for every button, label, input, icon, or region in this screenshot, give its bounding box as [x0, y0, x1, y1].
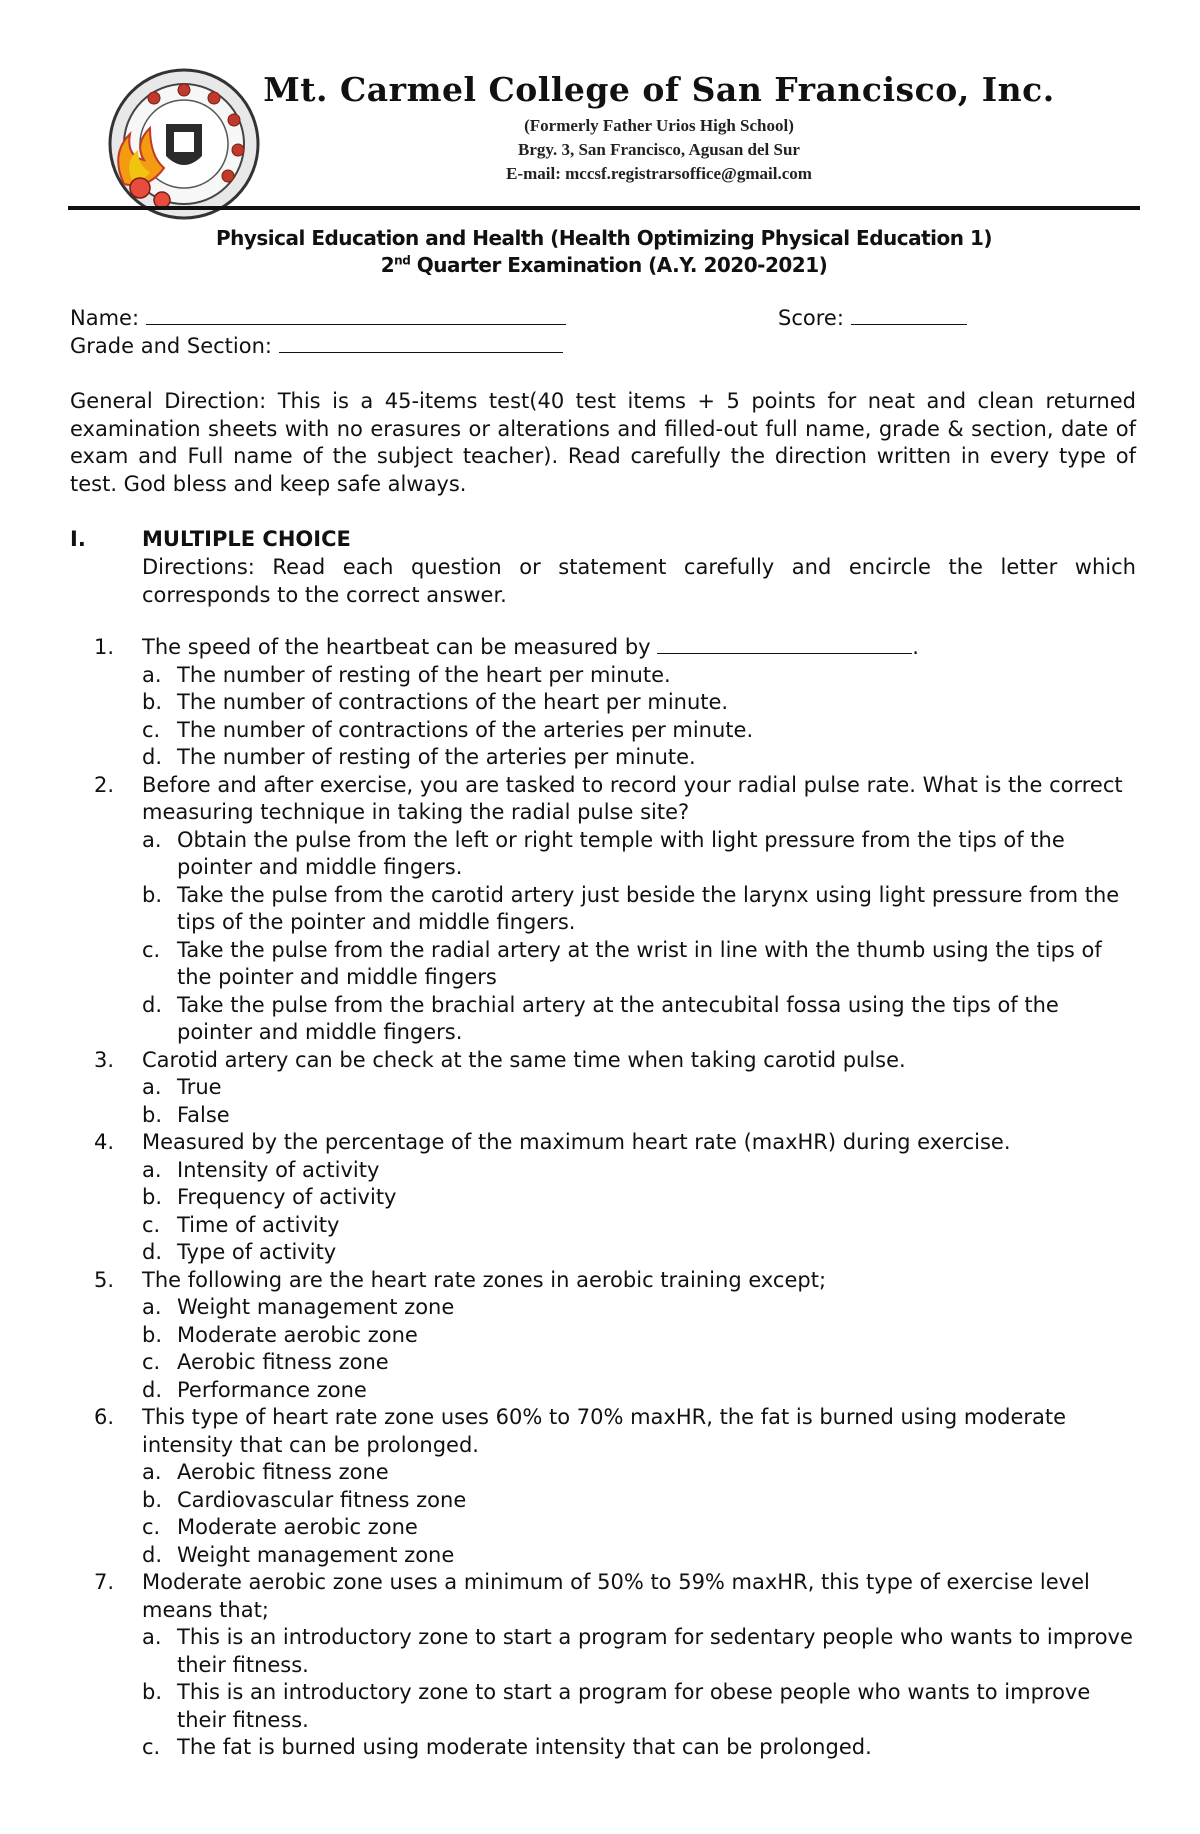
section-number: I.: [70, 527, 86, 551]
grade-section-field[interactable]: [70, 334, 563, 358]
question-text: Carotid artery can be check at the same time when taking carotid pulse.: [142, 1047, 906, 1072]
question-6: [0, 1404, 1200, 1569]
option-d[interactable]: [0, 744, 1200, 772]
option-a[interactable]: [0, 1294, 1200, 1322]
question-number: 2.: [94, 772, 115, 797]
option-b[interactable]: [0, 689, 1200, 717]
option-letter[interactable]: c.: [142, 1350, 161, 1374]
question-text: The following are the heart rate zones in aerobic training except;: [142, 1267, 827, 1292]
option-a[interactable]: [0, 827, 1200, 882]
option-text: False: [177, 1102, 230, 1127]
grade-section-label: Grade and Section:: [70, 334, 272, 358]
question-stem: [0, 1569, 1200, 1624]
option-text: Performance zone: [177, 1377, 367, 1402]
question-4: [0, 1129, 1200, 1267]
grade-section-blank[interactable]: [279, 334, 563, 353]
question-text: This type of heart rate zone uses 60% to 70% maxHR, the fat is burned using moderate intensity that can be prolonged.: [142, 1405, 1067, 1457]
score-label: Score:: [778, 306, 844, 330]
question-3: [0, 1047, 1200, 1130]
section-title: MULTIPLE CHOICE: [142, 527, 351, 551]
answer-blank[interactable]: [657, 635, 912, 654]
option-text: Take the pulse from the carotid artery just beside the larynx using light pressure from the tips of the pointer and middle fingers.: [177, 882, 1120, 934]
option-c[interactable]: [0, 1514, 1200, 1542]
option-text: The fat is burned using moderate intensity that can be prolonged.: [177, 1735, 872, 1759]
option-b[interactable]: [0, 1184, 1200, 1212]
quarter-ordinal-suffix: nd: [394, 253, 411, 268]
option-letter[interactable]: b.: [142, 1322, 163, 1347]
option-text: Moderate aerobic zone: [177, 1515, 418, 1539]
question-number: 7.: [94, 1570, 115, 1594]
option-letter[interactable]: d.: [142, 1240, 163, 1264]
option-letter[interactable]: c.: [142, 1735, 161, 1759]
option-c[interactable]: [0, 717, 1200, 745]
option-text: This is an introductory zone to start a program for sedentary people who wants to improve their fitness.: [177, 1625, 1133, 1677]
question-5: [0, 1267, 1200, 1405]
option-a[interactable]: [0, 1157, 1200, 1185]
option-a[interactable]: [0, 662, 1200, 690]
option-text: Take the pulse from the brachial artery at the antecubital fossa using the tips of the pointer and middle fingers.: [177, 992, 1059, 1044]
option-letter[interactable]: d.: [142, 992, 163, 1017]
score-field[interactable]: [778, 306, 967, 330]
question-number: 5.: [94, 1267, 115, 1292]
option-c[interactable]: [0, 1734, 1200, 1762]
question-stem: [0, 1267, 1200, 1295]
score-blank[interactable]: [851, 306, 967, 325]
question-7: [0, 1569, 1200, 1762]
option-text: Time of activity: [177, 1212, 340, 1237]
option-b[interactable]: [0, 1487, 1200, 1515]
option-a[interactable]: [0, 1459, 1200, 1487]
school-header: [68, 58, 1140, 208]
option-text: Type of activity: [177, 1240, 337, 1264]
name-label: Name:: [70, 306, 140, 330]
option-letter[interactable]: a.: [142, 827, 162, 852]
question-number: 1.: [94, 635, 115, 659]
question-number: 4.: [94, 1130, 115, 1154]
option-letter[interactable]: d.: [142, 745, 163, 769]
option-c[interactable]: [0, 1212, 1200, 1240]
option-d[interactable]: [0, 1542, 1200, 1570]
exam-title-line2-rest: Quarter Examination (A.Y. 2020-2021): [410, 253, 828, 277]
option-letter[interactable]: a.: [142, 1157, 162, 1182]
option-text: The number of contractions of the arteries per minute.: [177, 717, 754, 742]
option-letter[interactable]: b.: [142, 1185, 163, 1209]
question-list: [0, 634, 1200, 1762]
option-letter[interactable]: c.: [142, 1515, 161, 1539]
question-text: Moderate aerobic zone uses a minimum of 50% to 59% maxHR, this type of exercise level means that;: [142, 1570, 1090, 1622]
school-name: Mt. Carmel College of San Francisco, Inc.: [263, 70, 1055, 109]
option-letter[interactable]: b.: [142, 690, 163, 714]
option-text: Take the pulse from the radial artery at the wrist in line with the thumb using the tips of the pointer and middle fingers: [177, 937, 1102, 989]
option-letter[interactable]: c.: [142, 937, 161, 962]
option-c[interactable]: [0, 937, 1200, 992]
option-a[interactable]: [0, 1624, 1200, 1679]
option-b[interactable]: [0, 1102, 1200, 1130]
question-stem: [0, 772, 1200, 827]
option-text: Cardiovascular fitness zone: [177, 1487, 467, 1512]
quarter-number: 2: [380, 253, 395, 277]
option-text: Moderate aerobic zone: [177, 1322, 418, 1347]
option-letter[interactable]: b.: [142, 1680, 163, 1704]
option-a[interactable]: [0, 1074, 1200, 1102]
question-text: Before and after exercise, you are tasked to record your radial pulse rate. What is the correct measuring technique in taking the radial pulse site?: [142, 772, 1123, 824]
question-stem: [0, 1404, 1200, 1459]
option-c[interactable]: [0, 1349, 1200, 1377]
school-address: Brgy. 3, San Francisco, Agusan del Sur: [518, 140, 800, 159]
section-directions: Directions: Read each question or statement carefully and encircle the letter which corresponds to the correct answer.: [142, 555, 1136, 607]
general-direction: General Direction: This is a 45-items test(40 test items + 5 points for neat and clean returned examination sheets with no erasures or alterations and filled-out full name, grade & section, date of exam and Full name of the subject teacher). Read carefully the direction written in every type of test. God bless and keep safe always.: [70, 389, 1136, 496]
option-text: Frequency of activity: [177, 1185, 397, 1209]
option-d[interactable]: [0, 992, 1200, 1047]
option-b[interactable]: [0, 1679, 1200, 1734]
option-letter[interactable]: a.: [142, 1460, 162, 1484]
option-text: Aerobic fitness zone: [177, 1350, 389, 1374]
question-stem: [0, 634, 1200, 662]
option-text: The number of resting of the arteries per minute.: [177, 745, 696, 769]
option-letter[interactable]: c.: [142, 717, 161, 742]
option-text: Obtain the pulse from the left or right temple with light pressure from the tips of the pointer and middle fingers.: [177, 827, 1065, 879]
option-letter[interactable]: b.: [142, 1102, 163, 1127]
name-field[interactable]: [70, 306, 566, 330]
option-text: This is an introductory zone to start a program for obese people who wants to improve their fitness.: [177, 1680, 1091, 1732]
option-text: True: [177, 1075, 222, 1099]
question-number: 6.: [94, 1405, 115, 1429]
option-letter[interactable]: a.: [142, 1295, 162, 1319]
question-stem: [0, 1129, 1200, 1157]
question-2: [0, 772, 1200, 1047]
option-b[interactable]: [0, 1322, 1200, 1350]
question-text-suffix: .: [912, 635, 919, 659]
school-formerly: (Formerly Father Urios High School): [524, 116, 794, 135]
option-letter[interactable]: d.: [142, 1377, 163, 1402]
option-text: The number of contractions of the heart per minute.: [177, 690, 729, 714]
option-b[interactable]: [0, 882, 1200, 937]
question-text: Measured by the percentage of the maximum heart rate (maxHR) during exercise.: [142, 1130, 1011, 1154]
option-text: Aerobic fitness zone: [177, 1460, 389, 1484]
question-number: 3.: [94, 1047, 115, 1072]
question-text: The speed of the heartbeat can be measured by: [142, 635, 651, 659]
question-stem: [0, 1047, 1200, 1075]
option-text: The number of resting of the heart per minute.: [177, 662, 671, 687]
name-blank[interactable]: [146, 306, 566, 325]
option-text: Weight management zone: [177, 1542, 455, 1567]
school-email: E-mail: mccsf.registrarsoffice@gmail.com: [506, 164, 812, 183]
option-d[interactable]: [0, 1239, 1200, 1267]
option-letter[interactable]: d.: [142, 1542, 163, 1567]
option-letter[interactable]: b.: [142, 1487, 163, 1512]
option-letter[interactable]: b.: [142, 882, 163, 907]
section-heading: [70, 527, 351, 551]
option-text: Weight management zone: [177, 1295, 455, 1319]
option-letter[interactable]: a.: [142, 662, 162, 687]
question-1: [0, 634, 1200, 772]
option-letter[interactable]: a.: [142, 1075, 162, 1099]
exam-title-line2: [68, 253, 1140, 277]
option-letter[interactable]: a.: [142, 1625, 162, 1649]
option-text: Intensity of activity: [177, 1157, 380, 1182]
option-letter[interactable]: c.: [142, 1212, 161, 1237]
option-d[interactable]: [0, 1377, 1200, 1405]
header-divider: [68, 206, 1140, 210]
exam-title-line1: Physical Education and Health (Health Optimizing Physical Education 1): [215, 226, 993, 250]
